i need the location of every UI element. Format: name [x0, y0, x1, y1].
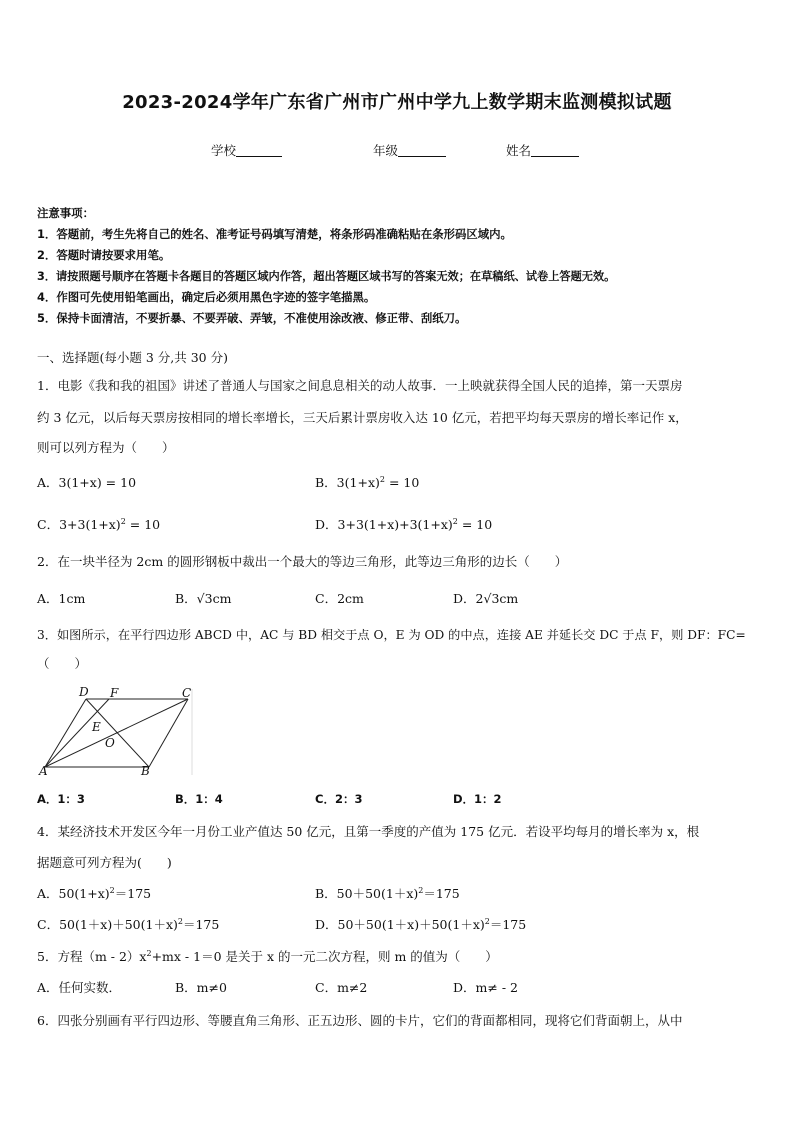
q4-option-b-text: B．50＋50(1＋x): [315, 886, 419, 901]
label-b: B: [141, 764, 150, 777]
section-heading: 一、选择题(每小题 3 分,共 30 分): [37, 350, 228, 365]
q4-option-d-rhs: ＝175: [489, 917, 527, 932]
q3-option-b[interactable]: B．1：4: [175, 792, 223, 806]
q4-option-a-rhs: ＝175: [114, 886, 152, 901]
name-field[interactable]: [506, 141, 579, 159]
q4-option-c[interactable]: [37, 915, 219, 933]
grade-label: 年级: [373, 143, 399, 158]
notes-heading: 注意事项：: [37, 206, 94, 220]
q4-option-d-text: D．50＋50(1＋x)＋50(1＋x): [315, 917, 485, 932]
q1-option-d-text: D．3+3(1+x)+3(1+x): [315, 517, 453, 532]
q4-option-c-text: C．50(1＋x)＋50(1＋x): [37, 917, 178, 932]
q5-option-c[interactable]: C．m≠2: [315, 980, 368, 995]
q5-option-b[interactable]: B．m≠0: [175, 980, 227, 995]
diagonal-ac: [45, 699, 188, 767]
q2-option-a[interactable]: A．1cm: [37, 591, 86, 606]
edge-bc: [149, 699, 188, 767]
q4-option-b-exp: 2: [418, 885, 424, 895]
q1-option-c-rhs: = 10: [125, 517, 161, 532]
label-d: D: [79, 685, 89, 699]
q5-text: 5．方程（m - 2）x: [37, 949, 147, 964]
q5-exp: 2: [146, 948, 152, 958]
note-item: 5．保持卡面清洁，不要折暴、不要弄破、弄皱，不准使用涂改液、修正带、刮纸刀。: [37, 311, 467, 325]
page-title: 2023-2024学年广东省广州市广州中学九上数学期末监测模拟试题: [122, 92, 672, 113]
q3-line-2: （ ）: [37, 656, 88, 671]
name-label: 姓名: [506, 143, 532, 158]
q3-option-a[interactable]: A．1：3: [37, 792, 85, 806]
q1-line-3: 则可以列方程为（ ）: [37, 440, 175, 455]
q5-line-1: [37, 947, 762, 965]
q4-option-c-rhs: ＝175: [182, 917, 220, 932]
q5-option-a[interactable]: A．任何实数．: [37, 980, 122, 995]
grade-field[interactable]: [373, 141, 446, 159]
name-blank[interactable]: [531, 143, 579, 157]
q4-option-a-exp: 2: [109, 885, 115, 895]
q4-option-a[interactable]: [37, 884, 151, 902]
q1-line-2: 约 3 亿元，以后每天票房按相同的增长率增长，三天后累计票房收入达 10 亿元，若把平均每天票房的增长率记作 x，: [37, 410, 688, 425]
q4-option-b[interactable]: [315, 884, 460, 902]
note-item: 1．答题前，考生先将自己的姓名、准考证号码填写清楚，将条形码准确粘贴在条形码区域内。: [37, 227, 512, 241]
parallelogram-figure: [37, 685, 197, 777]
q3-option-c[interactable]: C．2：3: [315, 792, 363, 806]
q1-option-d-rhs: = 10: [457, 517, 493, 532]
q4-option-d[interactable]: [315, 915, 526, 933]
q1-option-c[interactable]: [37, 515, 160, 533]
label-a: A: [39, 764, 48, 777]
grade-blank[interactable]: [398, 143, 446, 157]
label-f: F: [110, 686, 119, 700]
label-c: C: [182, 686, 192, 700]
q3-line-1: 3．如图所示，在平行四边形 ABCD 中，AC 与 BD 相交于点 O，E 为 OD 的中点，连接 AE 并延长交 DC 于点 F，则 DF：FC=: [37, 628, 746, 642]
q4-line-1: 4．某经济技术开发区今年一月份工业产值达 50 亿元，且第一季度的产值为 175 亿元．若设平均每月的增长率为 x，根: [37, 824, 700, 839]
q1-option-d[interactable]: [315, 515, 492, 533]
q2-option-c[interactable]: C．2cm: [315, 591, 364, 606]
q4-option-a-text: A．50(1+x): [37, 886, 110, 901]
q1-option-a[interactable]: A．3(1+x) = 10: [37, 475, 137, 490]
q5-text-rest: +mx - 1＝0 是关于 x 的一元二次方程，则 m 的值为（ ）: [151, 949, 498, 964]
q1-option-d-exp: 2: [452, 516, 458, 526]
q6-line-1: 6．四张分别画有平行四边形、等腰直角三角形、正五边形、圆的卡片，它们的背面都相同，现将它们背面朝上，从中: [37, 1013, 683, 1028]
notes-block: [37, 203, 767, 329]
q2-line-1: 2．在一块半径为 2cm 的圆形钢板中裁出一个最大的等边三角形，此等边三角形的边长（ ）: [37, 554, 568, 569]
school-label: 学校: [211, 143, 237, 158]
q1-line-1: 1．电影《我和我的祖国》讲述了普通人与国家之间息息相关的动人故事．一上映就获得全国人民的追捧，第一天票房: [37, 378, 683, 393]
q1-option-b-rhs: = 10: [384, 475, 420, 490]
note-item: 2．答题时请按要求用笔。: [37, 248, 171, 262]
q1-option-c-text: C．3+3(1+x): [37, 517, 121, 532]
q5-option-d[interactable]: D．m≠ - 2: [453, 980, 518, 995]
q4-option-d-exp: 2: [484, 916, 490, 926]
school-field[interactable]: [211, 141, 282, 159]
school-blank[interactable]: [236, 143, 282, 157]
label-o: O: [105, 736, 115, 750]
q4-line-2: 据题意可列方程为( ): [37, 855, 172, 870]
note-item: 4．作图可先使用铅笔画出，确定后必须用黑色字迹的签字笔描黑。: [37, 290, 376, 304]
q2-option-d[interactable]: D．2√3cm: [453, 591, 519, 606]
q3-option-d[interactable]: D．1：2: [453, 792, 502, 806]
q4-option-c-exp: 2: [177, 916, 183, 926]
label-e: E: [92, 720, 101, 734]
q1-option-b[interactable]: [315, 473, 419, 491]
q1-option-c-exp: 2: [120, 516, 126, 526]
q4-option-b-rhs: ＝175: [423, 886, 460, 901]
q1-option-b-text: B．3(1+x): [315, 475, 380, 490]
note-item: 3．请按照题号顺序在答题卡各题目的答题区域内作答，超出答题区域书写的答案无效；在草稿纸、试卷上答题无效。: [37, 270, 616, 283]
q1-option-b-exp: 2: [379, 474, 385, 484]
q2-option-b[interactable]: B．√3cm: [175, 591, 232, 606]
